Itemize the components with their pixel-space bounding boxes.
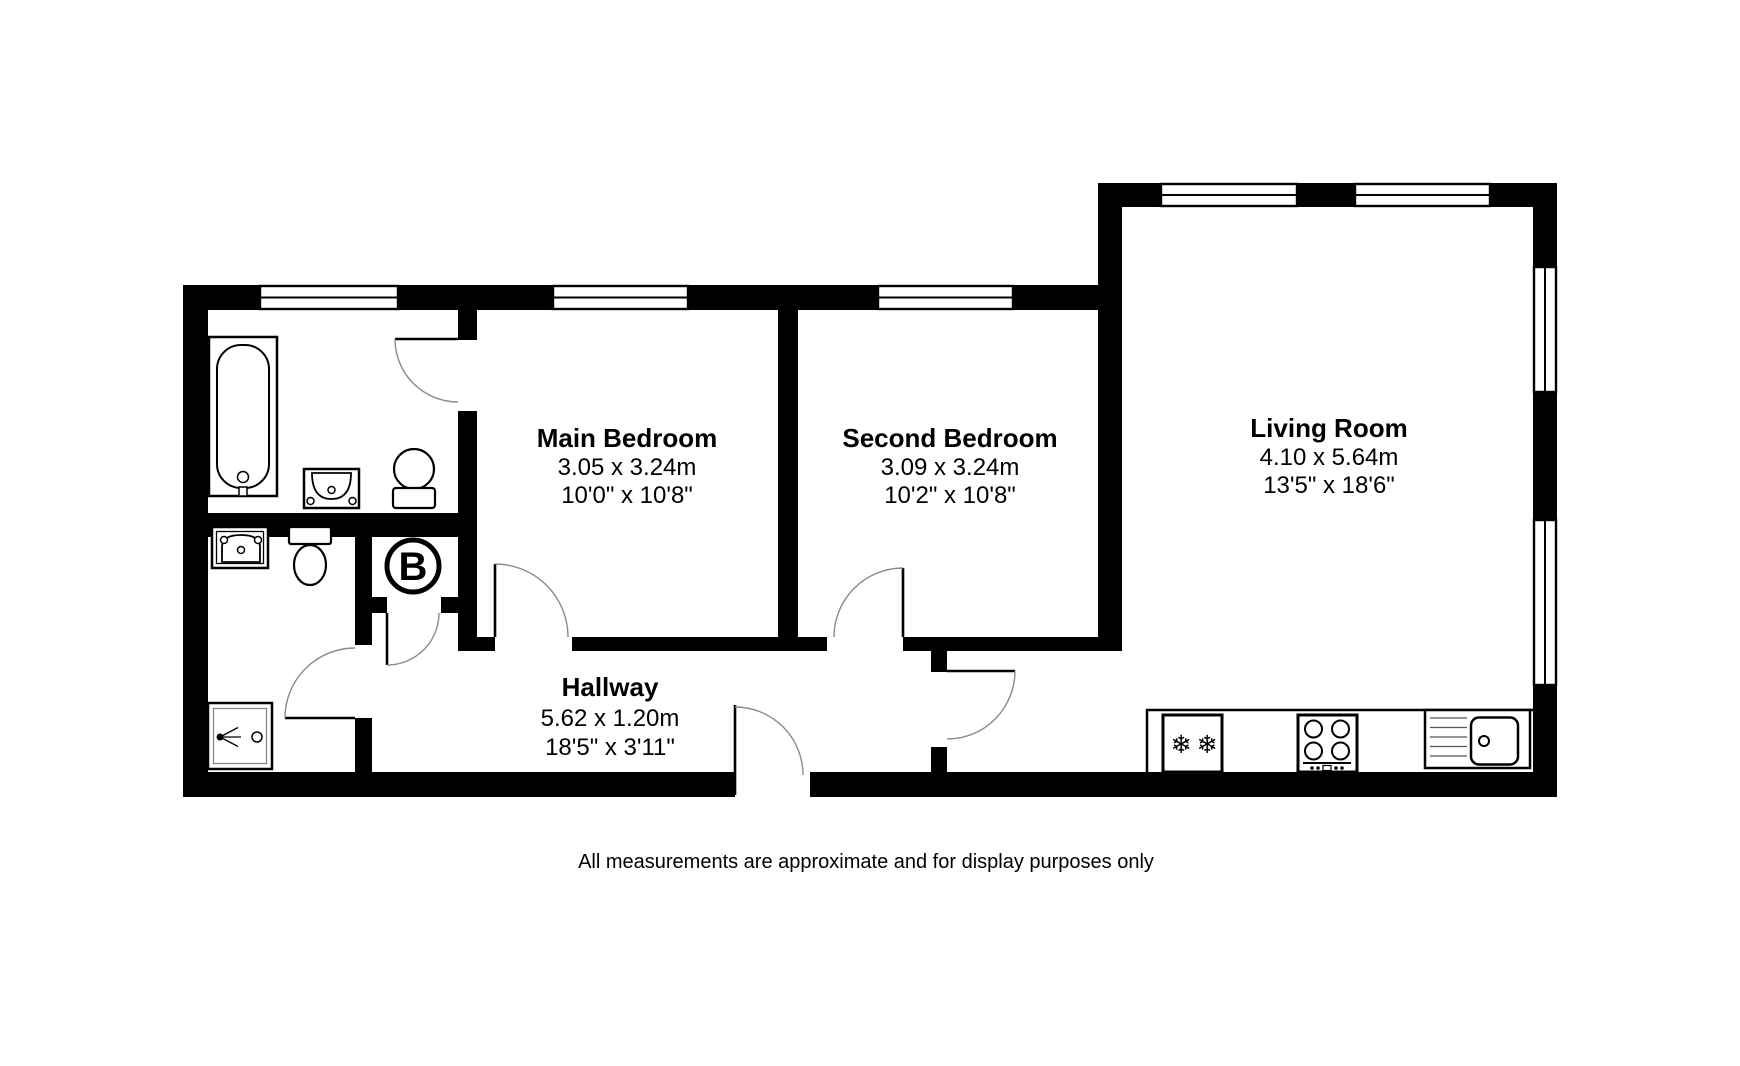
fridge <box>1163 715 1222 772</box>
second-bedroom-window <box>878 286 1013 309</box>
shower-room-toilet <box>289 527 331 585</box>
hallway-metric: 5.62 x 1.20m <box>540 705 680 732</box>
main-bedroom-name: Main Bedroom <box>536 423 718 453</box>
bathroom-window <box>260 286 398 309</box>
room-label-main-bedroom <box>537 423 718 509</box>
snowflake-icon: ❄ <box>1170 730 1192 759</box>
wall-living-door-stub-bottom <box>931 747 947 772</box>
hob <box>1298 715 1357 772</box>
room-label-living-room <box>1250 413 1407 499</box>
room-label-hallway <box>541 672 680 761</box>
kitchen <box>1147 710 1533 772</box>
living-room-top-window-2 <box>1355 184 1490 206</box>
living-room-right-window-2 <box>1534 520 1556 685</box>
shower-room-fixtures <box>208 527 331 769</box>
wall-bathroom-bedroom-a <box>458 310 477 340</box>
main-bedroom-metric: 3.05 x 3.24m <box>557 454 697 481</box>
wall-bottom-a <box>183 772 735 797</box>
wall-wc-right-b <box>355 718 372 772</box>
living-room-metric: 4.10 x 5.64m <box>1259 444 1399 471</box>
living-room-imperial: 13'5" x 18'6" <box>1263 472 1395 499</box>
second-bedroom-name: Second Bedroom <box>842 423 1058 453</box>
hallway-imperial: 18'5" x 3'11" <box>545 734 675 761</box>
wall-hallway-b <box>572 637 827 651</box>
main-bedroom-imperial: 10'0" x 10'8" <box>561 482 693 509</box>
kitchen-sink <box>1425 710 1530 768</box>
main-bedroom-door <box>495 564 568 637</box>
front-door <box>735 705 803 795</box>
wall-top-left-a <box>183 285 260 310</box>
hallway-name: Hallway <box>561 672 659 702</box>
wall-top-left-b <box>398 285 553 310</box>
burner <box>1305 743 1322 760</box>
wall-boiler-stub-right <box>441 597 458 613</box>
wall-right-a <box>1533 183 1557 267</box>
room-label-second-bedroom <box>842 423 1057 509</box>
bathtub <box>209 337 277 496</box>
boiler-label: B <box>398 545 428 589</box>
boiler-cupboard-door <box>387 613 439 665</box>
living-room-top-window-1 <box>1161 184 1297 206</box>
shower-room-basin <box>212 527 268 568</box>
wall-left <box>183 285 208 797</box>
living-room-door <box>947 671 1015 739</box>
wall-living-door-stub-top <box>931 651 947 672</box>
shower-tray <box>208 703 272 769</box>
boiler-cupboard <box>387 540 439 592</box>
wall-boiler-stub-left <box>372 597 387 613</box>
burner <box>1332 743 1349 760</box>
disclaimer-text: All measurements are approximate and for display purposes only <box>578 851 1154 873</box>
burner <box>1305 721 1322 738</box>
second-bedroom-metric: 3.09 x 3.24m <box>880 454 1020 481</box>
wall-livingroom-top-b <box>1297 183 1355 207</box>
wall-bedroom-divider <box>778 310 798 637</box>
bathroom-door <box>395 339 458 402</box>
second-bedroom-door <box>834 568 903 637</box>
wall-right-b <box>1533 392 1557 520</box>
burner <box>1332 721 1349 738</box>
wall-bathroom-bedroom-b <box>458 411 477 651</box>
shower-room-door <box>285 648 355 718</box>
wall-livingroom-left <box>1098 183 1122 651</box>
bathroom-basin <box>304 469 359 508</box>
sink-tap <box>1479 736 1489 746</box>
main-bedroom-window <box>553 286 688 309</box>
bathroom-fixtures <box>209 337 435 508</box>
second-bedroom-imperial: 10'2" x 10'8" <box>884 482 1016 509</box>
living-room-right-window-1 <box>1534 267 1556 392</box>
wall-hallway-c <box>903 637 1122 651</box>
wall-top-left-c <box>688 285 878 310</box>
wall-bottom-b <box>810 772 1557 797</box>
bathroom-toilet <box>393 449 435 508</box>
living-room-name: Living Room <box>1250 413 1408 443</box>
wall-hallway-a <box>477 637 495 651</box>
wall-wc-right-a <box>355 537 372 645</box>
snowflake-icon: ❄ <box>1196 730 1218 759</box>
